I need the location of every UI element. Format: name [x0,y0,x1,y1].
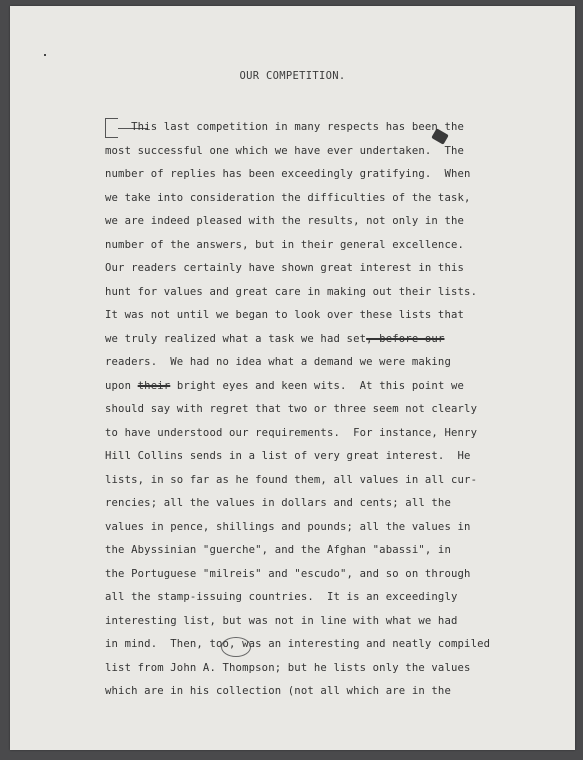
text-line: hunt for values and great care in making out their lists. [105,285,478,298]
text-line: Our readers certainly have shown great interest in this [105,262,465,274]
paper-speck [44,54,46,56]
text-line: list from John A. Thompson; but he lists only the values [105,661,471,674]
text-line: we take into consideration the difficulties of the task, [105,191,471,204]
text-line: values in pence, shillings and pounds; all the values in [105,520,471,533]
text-line-content: upon [105,379,132,392]
text-line: should say with regret that two or three seem not clearly [105,403,478,415]
text-line [105,116,525,140]
text-line-content: This last competition in many respects has been the [131,121,465,133]
text-line: we are indeed pleased with the results, not only in the [105,215,465,227]
text-line: readers. We had no idea what a demand we were making [105,356,451,368]
text-line: rencies; all the values in dollars and cents; all the [105,497,451,509]
text-line: which are in his collection (not all which are in the [105,685,451,697]
text-line-content: bright eyes and keen wits. At this point we [170,379,465,392]
text-line: number of the answers, but in their general excellence. [105,238,465,251]
text-line-content: we truly realized what a task we had set [105,332,367,345]
text-line: to have understood our requirements. For instance, Henry [105,426,478,439]
struck-text: , before our [366,332,445,345]
text-line: interesting list, but was not in line with what we had [105,614,458,627]
document-title: OUR COMPETITION. [239,70,346,82]
text-line: number of replies has been exceedingly gratifying. When [105,168,471,180]
text-line [105,328,525,352]
text-line: in mind. Then, too, was an interesting and neatly compiled [105,638,491,650]
text-line: the Portuguese "milreis" and "escudo", and so on through [105,567,471,580]
document-body [105,116,525,704]
text-line: lists, in so far as he found them, all values in all cur- [105,473,478,486]
struck-text: their [137,379,171,392]
text-line: all the stamp-issuing countries. It is an exceedingly [105,591,458,603]
document-page [10,6,575,750]
text-line: Hill Collins sends in a list of very great interest. He [105,450,471,462]
text-line [105,375,525,399]
text-line: It was not until we began to look over these lists that [105,309,465,321]
text-line: most successful one which we have ever undertaken. The [105,144,465,157]
text-line: the Abyssinian "guerche", and the Afghan "abassi", in [105,544,451,556]
